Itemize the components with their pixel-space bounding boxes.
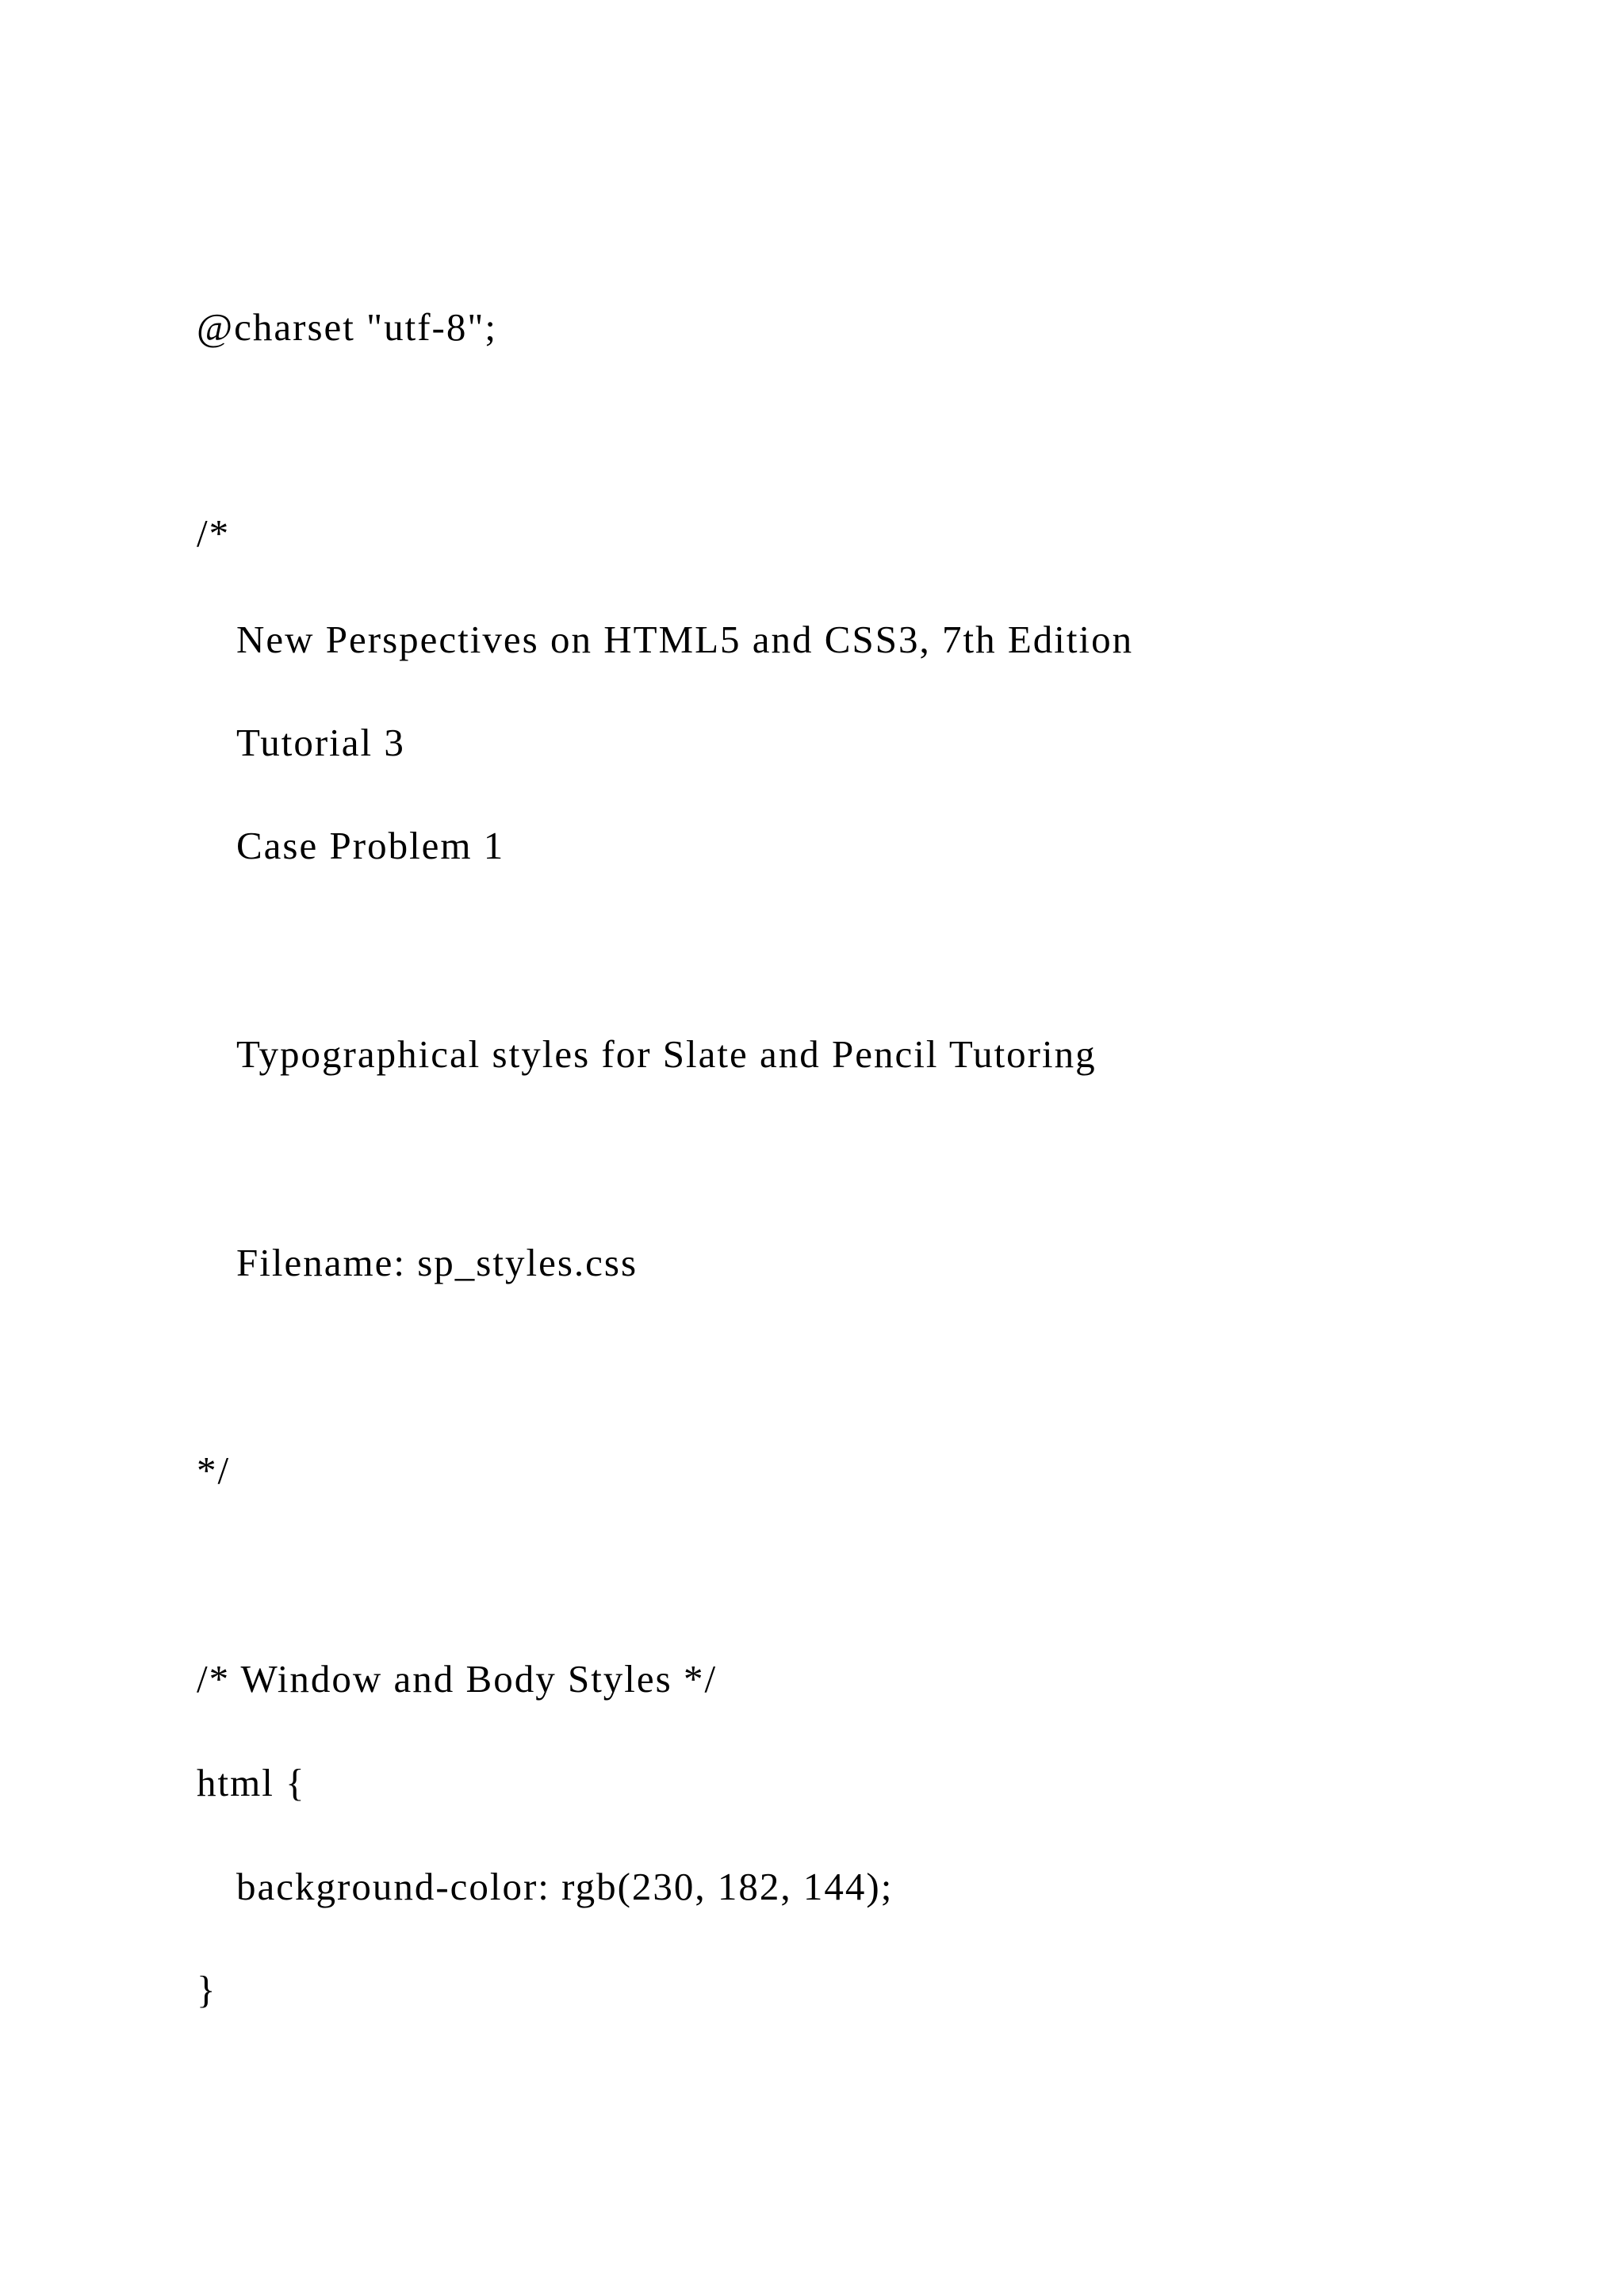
comment-close-line: */ <box>197 1448 231 1492</box>
comment-open-line: /* <box>197 511 231 555</box>
case-problem-line: Case Problem 1 <box>236 824 505 867</box>
tutorial-line: Tutorial 3 <box>236 721 405 764</box>
book-title-line: New Perspectives on HTML5 and CSS3, 7th Edition <box>236 618 1134 661</box>
section-comment-line: /* Window and Body Styles */ <box>197 1657 718 1701</box>
closing-brace-line: } <box>197 1968 217 2011</box>
charset-line: @charset "utf-8"; <box>197 305 497 349</box>
html-selector-line: html { <box>197 1761 306 1804</box>
background-color-rule-line: background-color: rgb(230, 182, 144); <box>236 1865 894 1908</box>
description-line: Typographical styles for Slate and Pencil Tutoring <box>236 1032 1097 1076</box>
filename-line: Filename: sp_styles.css <box>236 1241 638 1284</box>
